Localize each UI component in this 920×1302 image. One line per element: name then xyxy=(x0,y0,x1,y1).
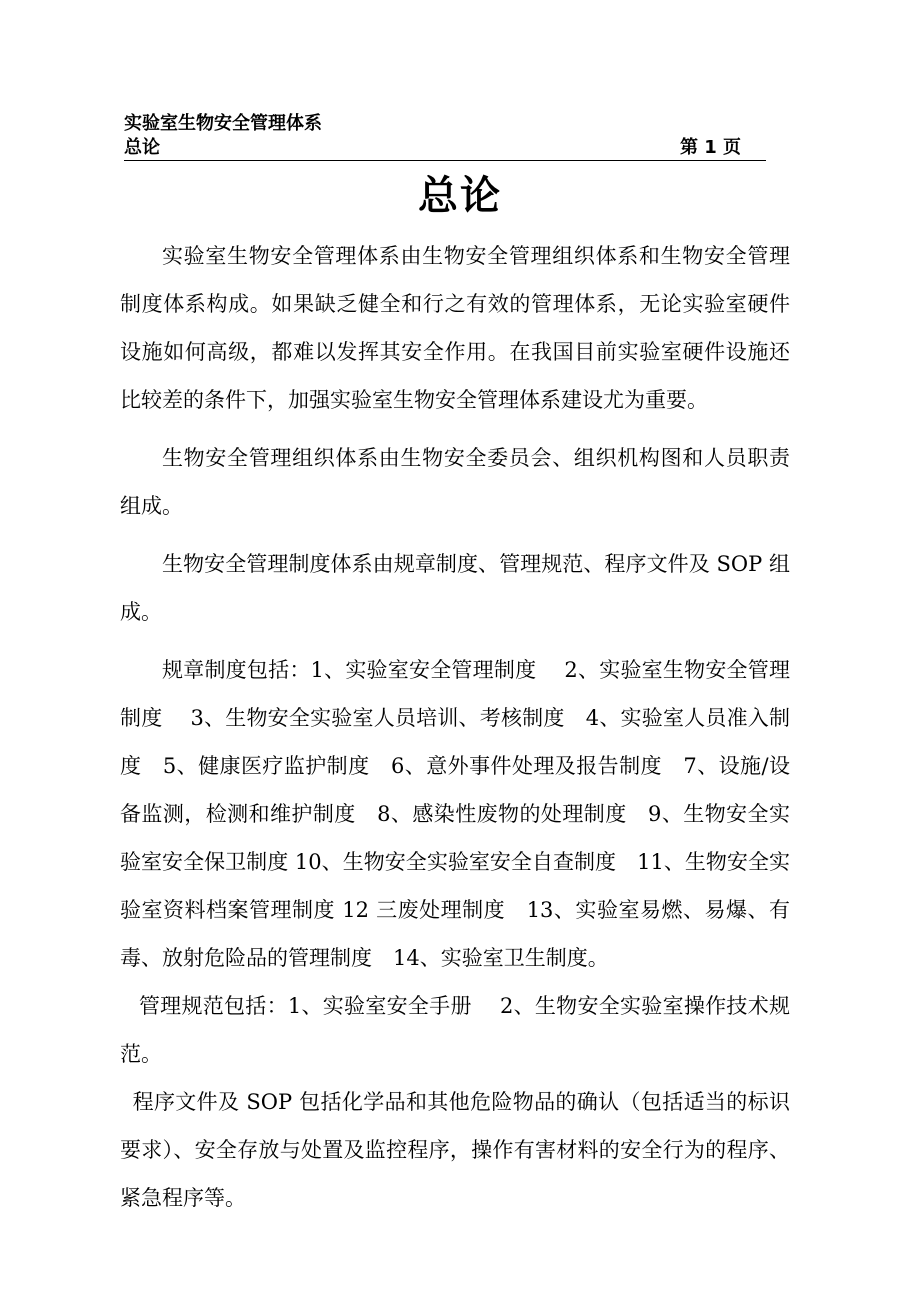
page-header xyxy=(124,112,766,161)
header-doc-title: 实验室生物安全管理体系 xyxy=(124,113,322,134)
header-page-number: 第 1 页 xyxy=(680,137,742,158)
header-chapter: 总论 xyxy=(124,137,160,158)
body-text xyxy=(120,232,790,1222)
paragraph-management-norms: 管理规范包括：1、实验室安全手册 2、生物安全实验室操作技术规范。 xyxy=(120,994,790,1066)
paragraph-procedures: 程序文件及 SOP 包括化学品和其他危险物品的确认（包括适当的标识要求）、安全存放与处置及监控程序，操作有害材料的安全行为的程序、紧急程序等。 xyxy=(120,1090,790,1210)
paragraph-organization: 生物安全管理组织体系由生物安全委员会、组织机构图和人员职责组成。 xyxy=(120,446,790,518)
paragraph-intro: 实验室生物安全管理体系由生物安全管理组织体系和生物安全管理制度体系构成。如果缺乏健全和行之有效的管理体系，无论实验室硬件设施如何高级，都难以发挥其安全作用。在我国目前实验室硬件设施还比较差的条件下，加强实验室生物安全管理体系建设尤为重要。 xyxy=(120,244,790,412)
page-title: 总论 xyxy=(418,173,502,219)
header-rule-line xyxy=(124,136,766,161)
paragraph-system: 生物安全管理制度体系由规章制度、管理规范、程序文件及 SOP 组成。 xyxy=(120,552,790,624)
paragraph-regulations: 规章制度包括：1、实验室安全管理制度 2、实验室生物安全管理制度 3、生物安全实验室人员培训、考核制度 4、实验室人员准入制度 5、健康医疗监护制度 6、意外事件处理及报告制度 7、设施/设备监测，检测和维护制度 8、感染性废物的处理制度 9、生物安全实验室安全保卫制度 10、生物安全实验室安全自查制度 11、生物安全实验室资料档案管理制度 12 三废处理制度 13、实验室易燃、易爆、有毒、放射危险品的管理制度 14、实验室卫生制度。 xyxy=(120,658,790,970)
